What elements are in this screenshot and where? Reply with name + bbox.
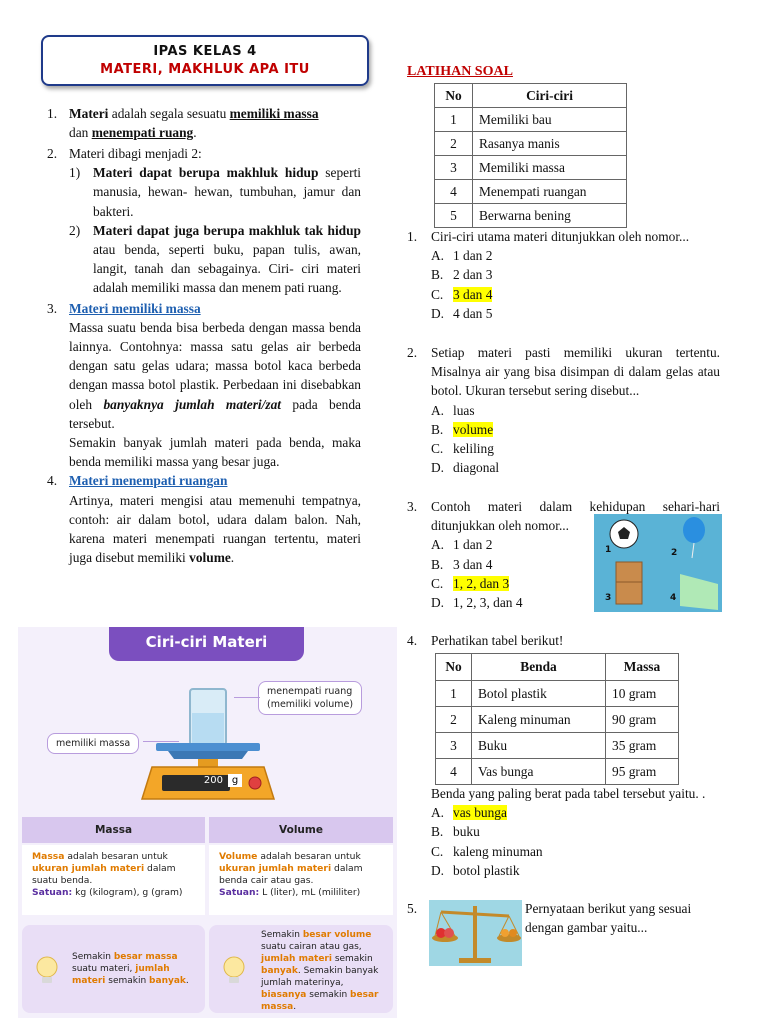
text: . bbox=[293, 1002, 297, 1012]
option-letter: A. bbox=[431, 537, 445, 553]
option-letter: D. bbox=[431, 862, 445, 878]
unit-label: Satuan: bbox=[219, 887, 260, 898]
tip-text bbox=[261, 929, 389, 1013]
term: Volume bbox=[219, 851, 258, 862]
option-text: buku bbox=[453, 824, 480, 840]
option-letter: B. bbox=[431, 824, 444, 840]
text: suatu cairan atau gas, bbox=[261, 942, 362, 952]
tip-text bbox=[72, 951, 200, 987]
option-text: 4 dan 5 bbox=[453, 305, 493, 321]
text: semakin bbox=[306, 990, 351, 1000]
pill-menempati-ruang bbox=[258, 681, 362, 715]
term: banyak bbox=[149, 976, 186, 986]
question-5-text bbox=[525, 899, 721, 937]
connector-line bbox=[234, 697, 260, 698]
term-ruang: menempati ruang bbox=[91, 125, 194, 141]
term: besar massa bbox=[113, 952, 178, 962]
table-row bbox=[436, 681, 679, 707]
pill-memiliki-massa bbox=[47, 733, 139, 754]
title-line-2: MATERI, MAKHLUK APA ITU bbox=[100, 62, 310, 77]
term: Massa bbox=[32, 851, 65, 862]
cell: 2 bbox=[436, 707, 472, 733]
text: semakin bbox=[105, 976, 150, 986]
text: . bbox=[193, 125, 197, 141]
paragraph bbox=[69, 318, 361, 433]
text: pada benda tersebut. bbox=[69, 396, 362, 431]
benda-table bbox=[435, 653, 679, 785]
cell: Botol plastik bbox=[472, 681, 606, 707]
tip-volume bbox=[209, 925, 393, 1013]
question-text: Pernyataan berikut yang sesuai bbox=[525, 901, 692, 916]
table-row bbox=[436, 733, 679, 759]
cell: 35 gram bbox=[606, 733, 679, 759]
option-text: kaleng minuman bbox=[453, 843, 543, 859]
scale-value: 200 bbox=[203, 775, 223, 786]
option-text: keliling bbox=[453, 441, 494, 457]
question-text-wrap bbox=[407, 631, 720, 650]
column-header: No bbox=[436, 654, 472, 681]
unit-label: Satuan: bbox=[32, 887, 73, 898]
scale-unit: g bbox=[228, 774, 242, 787]
text: . Semakin banyak jumlah materinya, bbox=[261, 966, 379, 988]
option-d[interactable] bbox=[431, 304, 720, 323]
column-header: Massa bbox=[606, 654, 679, 681]
sub-item-1 bbox=[69, 163, 361, 221]
infographic-banner: Ciri-ciri Materi bbox=[109, 627, 304, 661]
cell: 10 gram bbox=[606, 681, 679, 707]
table-header-row bbox=[436, 654, 679, 681]
term: ukuran jumlah materi bbox=[32, 863, 145, 874]
question-text: Perhatikan tabel berikut! bbox=[431, 633, 564, 648]
option-text-answer: vas bunga bbox=[453, 805, 507, 821]
term: ukuran jumlah materi bbox=[219, 863, 332, 874]
latihan-soal-title: LATIHAN SOAL bbox=[407, 64, 513, 79]
options bbox=[407, 401, 720, 478]
cell: 90 gram bbox=[606, 707, 679, 733]
text: suatu materi, bbox=[72, 964, 136, 974]
paragraph bbox=[69, 491, 361, 568]
text: . bbox=[185, 976, 189, 986]
table-row bbox=[436, 707, 679, 733]
cell: Memiliki massa bbox=[473, 156, 627, 180]
item-text: Materi dibagi menjadi 2: bbox=[69, 146, 202, 161]
text: adalah besaran untuk bbox=[64, 851, 168, 862]
scale-reading bbox=[173, 775, 223, 787]
term: jumlah materi bbox=[261, 954, 332, 964]
term: biasanya bbox=[261, 990, 307, 1000]
list-item-4 bbox=[47, 471, 361, 567]
objects-image bbox=[594, 514, 722, 612]
cell: Rasanya manis bbox=[473, 132, 627, 156]
question-text: Setiap materi pasti memiliki ukuran tertentu. Misalnya air yang bisa disimpan di dalam gelas atau botol. Ukuran tersebut sering disebut... bbox=[431, 345, 720, 399]
option-text: 1, 2, 3, dan 4 bbox=[453, 595, 523, 611]
column-header: No bbox=[435, 84, 473, 108]
cell: 4 bbox=[436, 759, 472, 785]
question-4-continued bbox=[431, 784, 720, 880]
option-letter: B. bbox=[431, 421, 444, 437]
cell: Buku bbox=[472, 733, 606, 759]
question-number: 3. bbox=[407, 499, 418, 514]
options bbox=[431, 803, 720, 880]
option-c[interactable] bbox=[431, 439, 720, 458]
emphasis: banyaknya jumlah materi/zat bbox=[103, 396, 281, 412]
term: jumlah materi bbox=[72, 964, 170, 986]
option-text-answer: 3 dan 4 bbox=[453, 286, 493, 302]
volume-header: Volume bbox=[209, 817, 393, 843]
question-text: Ciri-ciri utama materi ditunjukkan oleh nomor... bbox=[431, 229, 690, 244]
option-letter: A. bbox=[431, 805, 445, 821]
term-massa: memiliki massa bbox=[229, 106, 319, 121]
cell: 4 bbox=[435, 180, 473, 204]
bold-text: Materi dapat berupa makhluk hidup bbox=[93, 165, 319, 181]
option-letter: B. bbox=[431, 556, 444, 572]
option-text: diagonal bbox=[453, 460, 500, 476]
option-d[interactable] bbox=[431, 458, 720, 477]
balance-scale-illustration bbox=[429, 900, 522, 966]
ciri-ciri-table bbox=[434, 83, 627, 228]
pill-text: menempati ruang bbox=[267, 686, 353, 697]
text: seperti manusia, hewan- hewan, tumbuhan, jamur dan bakteri. bbox=[93, 165, 362, 219]
pill-text: memiliki massa bbox=[56, 738, 131, 749]
term-volume: volume bbox=[189, 550, 231, 566]
list-item-1 bbox=[47, 104, 361, 144]
image-label-1: 1 bbox=[605, 545, 612, 555]
option-text: botol plastik bbox=[453, 862, 520, 878]
option-text: 3 dan 4 bbox=[453, 556, 493, 572]
cell: Kaleng minuman bbox=[472, 707, 606, 733]
question-1 bbox=[407, 227, 720, 323]
cell: 3 bbox=[435, 156, 473, 180]
text: Massa suatu benda bisa berbeda dengan massa benda lainnya. Contohnya: massa satu gelas air berbeda dengan satu gelas udara; massa botol kaca berbeda dengan massa botol plastik. Perbedaan ini disebabkan oleh bbox=[69, 319, 361, 412]
text: dalam benda cair atau gas. bbox=[219, 863, 363, 886]
lightbulb-icon bbox=[221, 955, 247, 987]
option-letter: D. bbox=[431, 595, 445, 611]
volume-definition bbox=[209, 845, 393, 915]
option-letter: A. bbox=[431, 402, 445, 418]
table-row bbox=[435, 204, 627, 228]
option-text-answer: 1, 2, dan 3 bbox=[453, 575, 510, 591]
massa-header: Massa bbox=[22, 817, 205, 843]
table-row bbox=[435, 156, 627, 180]
balance-scale-image bbox=[429, 900, 522, 966]
text: Semakin bbox=[72, 952, 114, 962]
option-text: 1 dan 2 bbox=[453, 248, 493, 264]
term: besar volume bbox=[302, 930, 372, 940]
pill-text: (memiliki volume) bbox=[267, 699, 354, 710]
cell: 95 gram bbox=[606, 759, 679, 785]
option-letter: C. bbox=[431, 843, 444, 859]
question-text-wrap bbox=[407, 343, 720, 401]
column-header: Ciri-ciri bbox=[473, 84, 627, 108]
question-number: 5. bbox=[407, 901, 418, 916]
section-link-massa[interactable]: Materi memiliki massa bbox=[69, 300, 201, 316]
text: atau benda, seperti buku, papan tulis, awan, langit, tanah dan sebagainya. Ciri- ciri materi adalah memiliki massa dan menem pati ruang. bbox=[93, 242, 361, 296]
text: dalam suatu benda. bbox=[32, 863, 176, 886]
text: kg (kilogram), g (gram) bbox=[72, 887, 183, 898]
term: besar massa bbox=[261, 990, 379, 1012]
question-number: 2. bbox=[407, 345, 418, 360]
question-4 bbox=[407, 631, 720, 650]
objects-illustration bbox=[594, 514, 722, 612]
image-label-4: 4 bbox=[670, 593, 677, 603]
cell: 1 bbox=[436, 681, 472, 707]
cell: 5 bbox=[435, 204, 473, 228]
table-header-row bbox=[435, 84, 627, 108]
option-b[interactable] bbox=[431, 822, 720, 841]
tip-massa bbox=[22, 925, 205, 1013]
option-a[interactable] bbox=[431, 803, 720, 822]
text: Semakin bbox=[261, 930, 303, 940]
item-number: 3. bbox=[47, 300, 58, 316]
item-number: 2. bbox=[47, 146, 58, 161]
lightbulb-icon bbox=[34, 955, 60, 987]
question-text-wrap bbox=[407, 227, 720, 246]
image-label-2: 2 bbox=[671, 548, 678, 558]
text: . bbox=[230, 550, 235, 566]
section-link-ruangan[interactable]: Materi menempati ruangan bbox=[69, 473, 228, 489]
option-c[interactable] bbox=[431, 842, 720, 861]
option-letter: A. bbox=[431, 248, 445, 264]
question-text: ditunjukkan oleh nomor... bbox=[431, 518, 569, 534]
item-number: 4. bbox=[47, 473, 58, 489]
cell: Memiliki bau bbox=[473, 108, 627, 132]
bold-text: Materi dapat juga berupa makhluk tak hidup bbox=[93, 222, 361, 238]
cell: 3 bbox=[436, 733, 472, 759]
massa-definition bbox=[22, 845, 205, 915]
cell: Berwarna bening bbox=[473, 204, 627, 228]
connector-line bbox=[143, 741, 179, 742]
table-row bbox=[436, 759, 679, 785]
text: dan bbox=[69, 125, 92, 141]
infographic bbox=[18, 627, 397, 1018]
sub-item-2 bbox=[69, 221, 361, 298]
text: adalah besaran untuk bbox=[257, 851, 361, 862]
text: adalah segala sesuatu bbox=[108, 106, 230, 121]
option-letter: D. bbox=[431, 460, 445, 476]
options bbox=[407, 246, 720, 323]
question-text: Benda yang paling berat pada tabel tersebut yaitu. . bbox=[431, 786, 706, 801]
option-letter: C. bbox=[431, 441, 444, 457]
option-d[interactable] bbox=[431, 861, 720, 880]
text: L (liter), mL (mililiter) bbox=[259, 887, 361, 898]
column-header: Benda bbox=[472, 654, 606, 681]
text: semakin bbox=[331, 954, 373, 964]
option-text: 1 dan 2 bbox=[453, 537, 493, 553]
image-label-3: 3 bbox=[605, 593, 612, 603]
list-item-3 bbox=[47, 299, 361, 472]
term-materi: Materi bbox=[69, 106, 109, 121]
question-text: dengan gambar yaitu... bbox=[525, 920, 648, 936]
option-letter: C. bbox=[431, 575, 444, 591]
option-letter: B. bbox=[431, 267, 444, 283]
option-text: 2 dan 3 bbox=[453, 267, 493, 283]
option-letter: C. bbox=[431, 286, 444, 302]
cell: Menempati ruangan bbox=[473, 180, 627, 204]
table-row bbox=[435, 132, 627, 156]
term: banyak bbox=[261, 966, 298, 976]
option-text-answer: volume bbox=[453, 421, 494, 437]
left-column bbox=[47, 104, 361, 567]
text: Artinya, materi mengisi atau memenuhi tempatnya, contoh: air dalam botol, udara dalam balon. Nah, karena materi menempati ruangan tertentu, materi juga disebut memiliki bbox=[69, 492, 361, 566]
table-row bbox=[435, 108, 627, 132]
option-b[interactable] bbox=[431, 420, 720, 439]
option-c[interactable] bbox=[431, 285, 720, 304]
title-box bbox=[41, 35, 369, 86]
cell: 2 bbox=[435, 132, 473, 156]
paragraph: Semakin banyak jumlah materi pada benda, maka benda memiliki massa yang besar juga. bbox=[69, 435, 361, 470]
question-text: Contoh materi dalam kehidupan sehari-hari bbox=[431, 499, 720, 514]
cell: 1 bbox=[435, 108, 473, 132]
option-a[interactable] bbox=[431, 246, 720, 265]
option-b[interactable] bbox=[431, 265, 720, 284]
question-2 bbox=[407, 343, 720, 477]
question-number: 4. bbox=[407, 633, 418, 648]
sub-number: 1) bbox=[69, 165, 81, 181]
cell: Vas bunga bbox=[472, 759, 606, 785]
list-item-2 bbox=[47, 144, 361, 298]
question-number: 1. bbox=[407, 229, 418, 244]
sub-number: 2) bbox=[69, 222, 81, 238]
option-letter: D. bbox=[431, 305, 445, 321]
option-text: luas bbox=[453, 402, 475, 418]
item-number: 1. bbox=[47, 106, 58, 121]
table-row bbox=[435, 180, 627, 204]
title-line-1: IPAS KELAS 4 bbox=[153, 44, 257, 59]
option-a[interactable] bbox=[431, 401, 720, 420]
